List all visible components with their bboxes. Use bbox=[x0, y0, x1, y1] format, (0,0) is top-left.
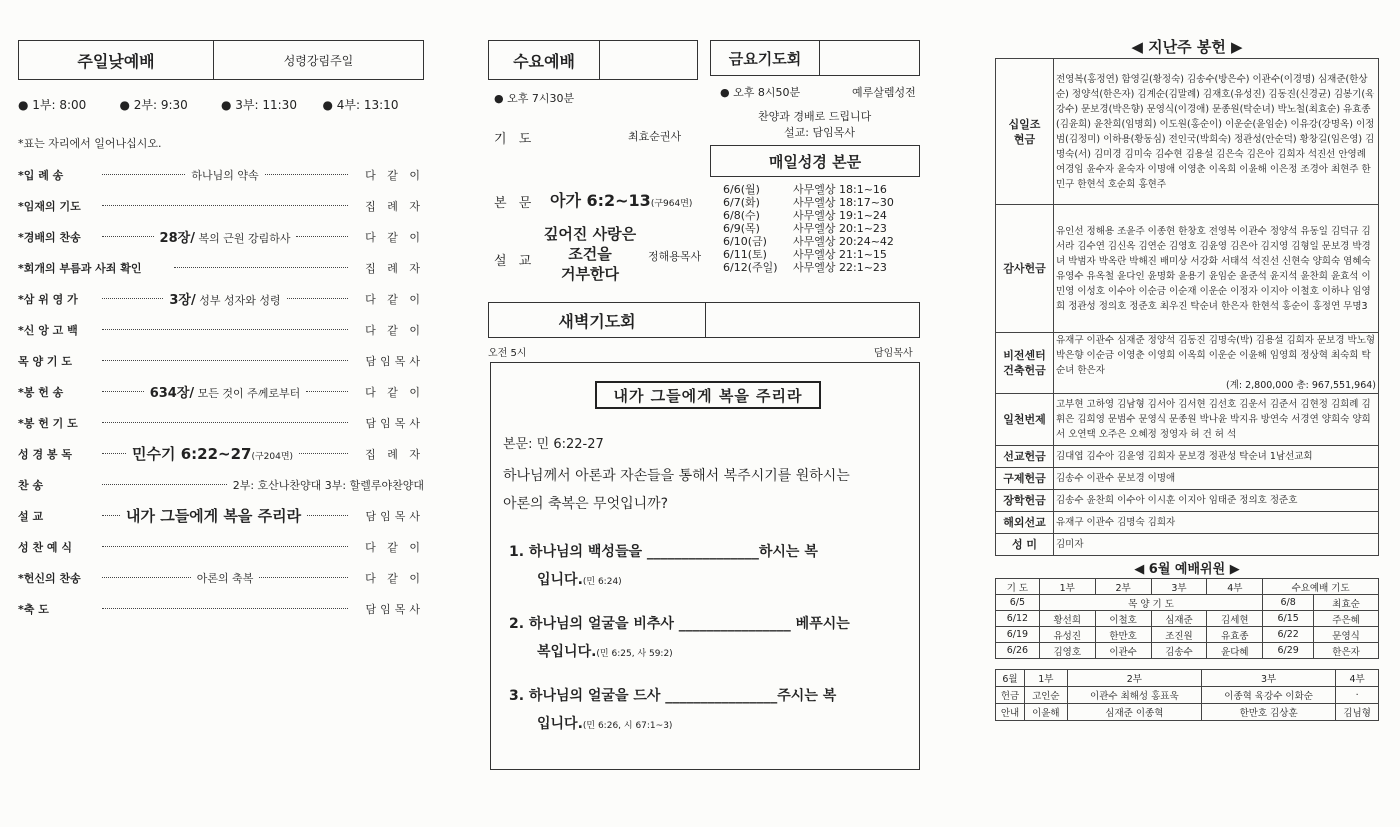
friday-place: 예루살렘성전 bbox=[852, 86, 916, 99]
service-time: ● 1부: 8:00 bbox=[18, 98, 87, 112]
wednesday-preacher: 정해용목사 bbox=[648, 250, 702, 263]
order-middle: 성부 성자와 성령 bbox=[199, 294, 281, 307]
dawn-preacher: 담임목사 bbox=[874, 348, 913, 359]
sermon-question: 아론의 축복은 무엇입니까? bbox=[503, 496, 669, 512]
order-row bbox=[18, 531, 424, 562]
friday-title: 금요기도회 bbox=[710, 40, 820, 76]
order-middle: 복의 근원 강림하사 bbox=[198, 232, 291, 245]
offering-names: 유재구 이관수 심재준 정양석 김동진 김명숙(박) 김용설 김희자 문보경 박노형 박은향 이순금 이영춘 이영희 이옥희 이운순 이윤해 임영희 정상혁 최숙희 탁순녀 한은자 (계: 2,800,000 총: 967,551,964) bbox=[1054, 333, 1379, 394]
order-right: 담임목사 bbox=[365, 509, 424, 523]
offering-names: 전영복(홍정연) 함영길(황정숙) 김송수(방은수) 이관수(이경명) 심재준(한상순) 정양석(한은자) 김계순(김말례) 김재호(유성진) 김동진(신경균) 김봉기(육강수) 문보경(박은향) 문영식(이경애) 문종원(탁순녀) 박노철(최효순) 유효종(김윤희) 윤찬희(임명희) 이도원(홍순이) 이운순(윤임순) 이유강(강명옥) 이정범(김정미) 이하용(황동심) 전인국(박희숙) 정관성(안순덕) 황창길(임은영) 김명숙(서) 김미경 김미숙 김수현 김용설 김은숙 김은아 김희자 석진선 안영례 여경임 윤수자 윤숙자 이명애 이영춘 이옥희 이윤해 이은정 조경아 최현주 한민구 한현석 호순희 홍현주 bbox=[1054, 59, 1379, 205]
order-middle: 아론의 축복 bbox=[196, 571, 254, 585]
offering-category: 십일조 현금 bbox=[996, 59, 1054, 205]
wednesday-prayer-label: 기 도 bbox=[494, 132, 536, 147]
order-row bbox=[18, 252, 424, 283]
order-label: 찬 송 bbox=[18, 478, 44, 492]
table-row bbox=[996, 59, 1379, 205]
table-row: 기 도 1부 2부 3부 4부 수요예배 기도 bbox=[996, 579, 1379, 595]
daily-bible-list bbox=[723, 183, 894, 274]
offerings-table bbox=[995, 58, 1379, 556]
sunday-worship-section bbox=[18, 40, 424, 624]
list-item: 6/11(토) 사무엘상 21:1~15 bbox=[723, 248, 887, 261]
offering-names: 김대엽 김수아 김윤영 김희자 문보경 정관성 탁순녀 1남선교회 bbox=[1054, 446, 1379, 468]
offering-names: 유인선 정해용 조윤주 이종현 한창호 전영복 이관수 정양석 유동일 김덕규 김서라 김수연 김신옥 김연순 김영호 김윤영 김은아 김지영 김형일 문보경 박경녀 박범자 박옥란 박해진 배미상 서강화 서태석 석진선 신현숙 양희숙 염혜숙 유영수 유옥철 윤다인 윤명화 윤용기 윤임순 윤준석 윤지석 윤찬희 윤효석 이민영 이성호 이수아 이순금 이순재 이운순 이정자 이지아 이철호 이하나 임영희 정관성 정의호 정준호 최우진 탁순녀 한은자 한현석 홍순이 홍정연 무명3 bbox=[1054, 205, 1379, 333]
wednesday-title: 수요예배 bbox=[488, 40, 600, 80]
order-label: *신 앙 고 백 bbox=[18, 323, 78, 337]
service-time: ● 4부: 13:10 bbox=[322, 98, 399, 112]
order-right: 다 같 이 bbox=[365, 385, 424, 399]
committee-table bbox=[995, 578, 1379, 659]
order-label: *축 도 bbox=[18, 602, 49, 616]
table-row bbox=[996, 534, 1379, 556]
order-right: 다 같 이 bbox=[365, 292, 425, 306]
order-middle: 모든 것이 주께로부터 bbox=[197, 387, 301, 400]
offering-names: 김송수 이관수 문보경 이명애 bbox=[1054, 468, 1379, 490]
service-time: ● 2부: 9:30 bbox=[119, 98, 188, 112]
sermon-notes bbox=[490, 362, 920, 770]
table-row: 6/19 유성진 한만호 조진원 유효종 6/22 문영식 bbox=[996, 627, 1379, 643]
sermon-point: 3. 하나님의 얼굴을 드사 ________________주시는 복 bbox=[509, 688, 837, 704]
table-row bbox=[996, 333, 1379, 394]
order-label: *회개의 부름과 사죄 확인 bbox=[18, 261, 142, 275]
order-right: 집 례 자 bbox=[365, 261, 424, 275]
order-row bbox=[18, 221, 424, 252]
table-row: 6월 1부 2부 3부 4부 bbox=[996, 670, 1379, 687]
order-label: *임재의 기도 bbox=[18, 199, 81, 213]
service-time: ● 3부: 11:30 bbox=[221, 98, 297, 112]
table-row bbox=[996, 512, 1379, 534]
hymn-number: 634장/ bbox=[149, 386, 195, 401]
sermon-question: 하나님께서 아론과 자손들을 통해서 복주시기를 원하시는 bbox=[503, 468, 850, 484]
sermon-point: 입니다.(민 6:26, 시 67:1~3) bbox=[537, 716, 673, 732]
order-right: 담임목사 bbox=[365, 602, 424, 616]
list-item: 6/6(월) 사무엘상 18:1~16 bbox=[723, 183, 887, 196]
friday-header-cell bbox=[820, 40, 920, 76]
order-label: *봉 헌 기 도 bbox=[18, 416, 78, 430]
table-row: 헌금 고인순 이관수 최해성 홍표욱 이종혁 육강수 이화순 · bbox=[996, 687, 1379, 704]
table-row: 안내 이윤해 심재준 이종혁 한만호 김상훈 김님형 bbox=[996, 704, 1379, 721]
order-label: *삼 위 영 가 bbox=[18, 292, 78, 306]
sermon-point: 2. 하나님의 얼굴을 비추사 ________________ 베푸시는 bbox=[509, 616, 850, 632]
table-row: 6/5 목 양 기 도 6/8 최효순 bbox=[996, 595, 1379, 611]
table-row: 6/26 김영호 이관수 김송수 윤다혜 6/29 한은자 bbox=[996, 643, 1379, 659]
order-right: 집 례 자 bbox=[365, 447, 424, 461]
order-label: 설 교 bbox=[18, 509, 44, 523]
dawn-time: 오전 5시 bbox=[488, 348, 527, 359]
order-right: 담임목사 bbox=[365, 416, 424, 430]
order-right: 집 례 자 bbox=[365, 199, 424, 213]
list-item: 6/9(목) 사무엘상 20:1~23 bbox=[723, 222, 887, 235]
order-right: 다 같 이 bbox=[365, 230, 425, 244]
offering-category: 감사헌금 bbox=[996, 205, 1054, 333]
scripture-page: (구204면) bbox=[251, 452, 294, 462]
daily-bible-title: 매일성경 본문 bbox=[710, 145, 920, 177]
order-of-worship bbox=[18, 159, 424, 624]
order-row bbox=[18, 562, 424, 593]
order-label: 목 양 기 도 bbox=[18, 354, 72, 368]
standing-note: *표는 자리에서 일어나십시오. bbox=[18, 137, 162, 150]
order-row bbox=[18, 469, 424, 500]
order-label: *입 례 송 bbox=[18, 168, 64, 182]
offering-category: 구제헌금 bbox=[996, 468, 1054, 490]
wednesday-text: 아가 6:2~13(구964면) bbox=[550, 191, 693, 210]
offering-names: 김송수 윤찬희 이수아 이시훈 이지아 임태준 정의호 정준호 bbox=[1054, 490, 1379, 512]
list-item: 6/7(화) 사무엘상 18:17~30 bbox=[723, 196, 894, 209]
hymn-number: 28장/ bbox=[159, 231, 195, 246]
order-right: 다 같 이 bbox=[365, 540, 424, 554]
table-row bbox=[996, 394, 1379, 446]
building-fund-total: (계: 2,800,000 총: 967,551,964) bbox=[1225, 380, 1376, 391]
wednesday-sermon-label: 설 교 bbox=[494, 254, 536, 269]
sermon-point: 1. 하나님의 백성들을 ________________하시는 복 bbox=[509, 544, 818, 560]
sermon-text: 본문: 민 6:22-27 bbox=[503, 437, 604, 452]
table-row bbox=[996, 446, 1379, 468]
order-label: *헌신의 찬송 bbox=[18, 571, 81, 585]
list-item: 6/8(수) 사무엘상 19:1~24 bbox=[723, 209, 887, 222]
list-item: 6/12(주일) 사무엘상 22:1~23 bbox=[723, 261, 887, 274]
order-label: *경배의 찬송 bbox=[18, 230, 81, 244]
offerings-section bbox=[995, 36, 1379, 721]
order-row bbox=[18, 438, 424, 469]
hymn-number: 3장/ bbox=[169, 293, 196, 308]
order-label: 성 찬 예 식 bbox=[18, 540, 72, 554]
order-row bbox=[18, 345, 424, 376]
offering-names: 유재구 이관수 김명숙 김희자 bbox=[1054, 512, 1379, 534]
sermon-title: 내가 그들에게 복을 주리라 bbox=[595, 381, 821, 409]
committee-title: ◀ 6월 예배위원 ▶ bbox=[1134, 562, 1240, 577]
order-row bbox=[18, 500, 424, 531]
scripture-reading: 민수기 6:22~27 bbox=[132, 445, 252, 463]
offering-names: 고부현 고하영 김남형 김서아 김서현 김선호 김운서 김준서 김현정 김희례 김휘은 김희영 문범수 문영식 문종원 박나윤 박지유 방연숙 서경연 양희숙 양희서 오연택 오주은 오혜정 정영자 허 건 허 석 bbox=[1054, 394, 1379, 446]
wednesday-text-label: 본 문 bbox=[494, 196, 536, 211]
sermon-title-order: 내가 그들에게 복을 주리라 bbox=[126, 507, 302, 525]
order-row bbox=[18, 314, 424, 345]
table-row bbox=[996, 468, 1379, 490]
order-row bbox=[18, 283, 424, 314]
order-middle: 하나님의 약속 bbox=[191, 168, 259, 182]
order-label: 성 경 봉 독 bbox=[18, 447, 72, 461]
table-row: 6/12 황선희 이철호 심재준 김세현 6/15 주은혜 bbox=[996, 611, 1379, 627]
offering-category: 일천번제 bbox=[996, 394, 1054, 446]
offering-category: 해외선교 bbox=[996, 512, 1054, 534]
table-row bbox=[996, 490, 1379, 512]
list-item: 6/10(금) 사무엘상 20:24~42 bbox=[723, 235, 894, 248]
order-right: 담임목사 bbox=[365, 354, 424, 368]
order-row bbox=[18, 159, 424, 190]
ushers-table bbox=[995, 669, 1379, 721]
offering-category: 성 미 bbox=[996, 534, 1054, 556]
offering-names: 김미자 bbox=[1054, 534, 1379, 556]
sunday-subtitle: 성령강림주일 bbox=[283, 53, 354, 68]
dawn-title: 새벽기도회 bbox=[488, 302, 706, 338]
wednesday-prayer-by: 최효순권사 bbox=[628, 130, 682, 143]
offerings-title: ◀ 지난주 봉헌 ▶ bbox=[1131, 38, 1243, 56]
offering-category: 장학헌금 bbox=[996, 490, 1054, 512]
friday-line1: 찬양과 경배로 드립니다 bbox=[758, 110, 872, 123]
wednesday-header-cell bbox=[600, 40, 698, 80]
order-right: 다 같 이 bbox=[365, 168, 425, 182]
order-row bbox=[18, 376, 424, 407]
sunday-title: 주일낮예배 bbox=[19, 41, 214, 79]
order-row bbox=[18, 407, 424, 438]
service-times bbox=[18, 96, 424, 113]
offering-category: 비전센터 건축헌금 bbox=[996, 333, 1054, 394]
order-row bbox=[18, 593, 424, 624]
friday-time: ● 오후 8시50분 bbox=[720, 86, 801, 99]
table-row bbox=[996, 205, 1379, 333]
sermon-point: 복입니다.(민 6:25, 사 59:2) bbox=[537, 644, 673, 660]
dawn-header-cell bbox=[706, 302, 920, 338]
order-right: 다 같 이 bbox=[365, 323, 424, 337]
choir-info: 2부: 호산나찬양대 3부: 할렐루야찬양대 bbox=[232, 478, 424, 492]
offering-category: 선교헌금 bbox=[996, 446, 1054, 468]
sunday-header bbox=[18, 40, 424, 80]
order-label: *봉 헌 송 bbox=[18, 385, 64, 399]
order-row bbox=[18, 190, 424, 221]
wednesday-sermon-title: 깊어진 사랑은 조건을 거부한다 bbox=[543, 225, 637, 283]
order-right: 다 같 이 bbox=[365, 571, 425, 585]
sermon-point: 입니다.(민 6:24) bbox=[537, 572, 622, 588]
friday-line2: 설교: 담임목사 bbox=[784, 126, 855, 139]
wednesday-time: ● 오후 7시30분 bbox=[494, 92, 575, 105]
